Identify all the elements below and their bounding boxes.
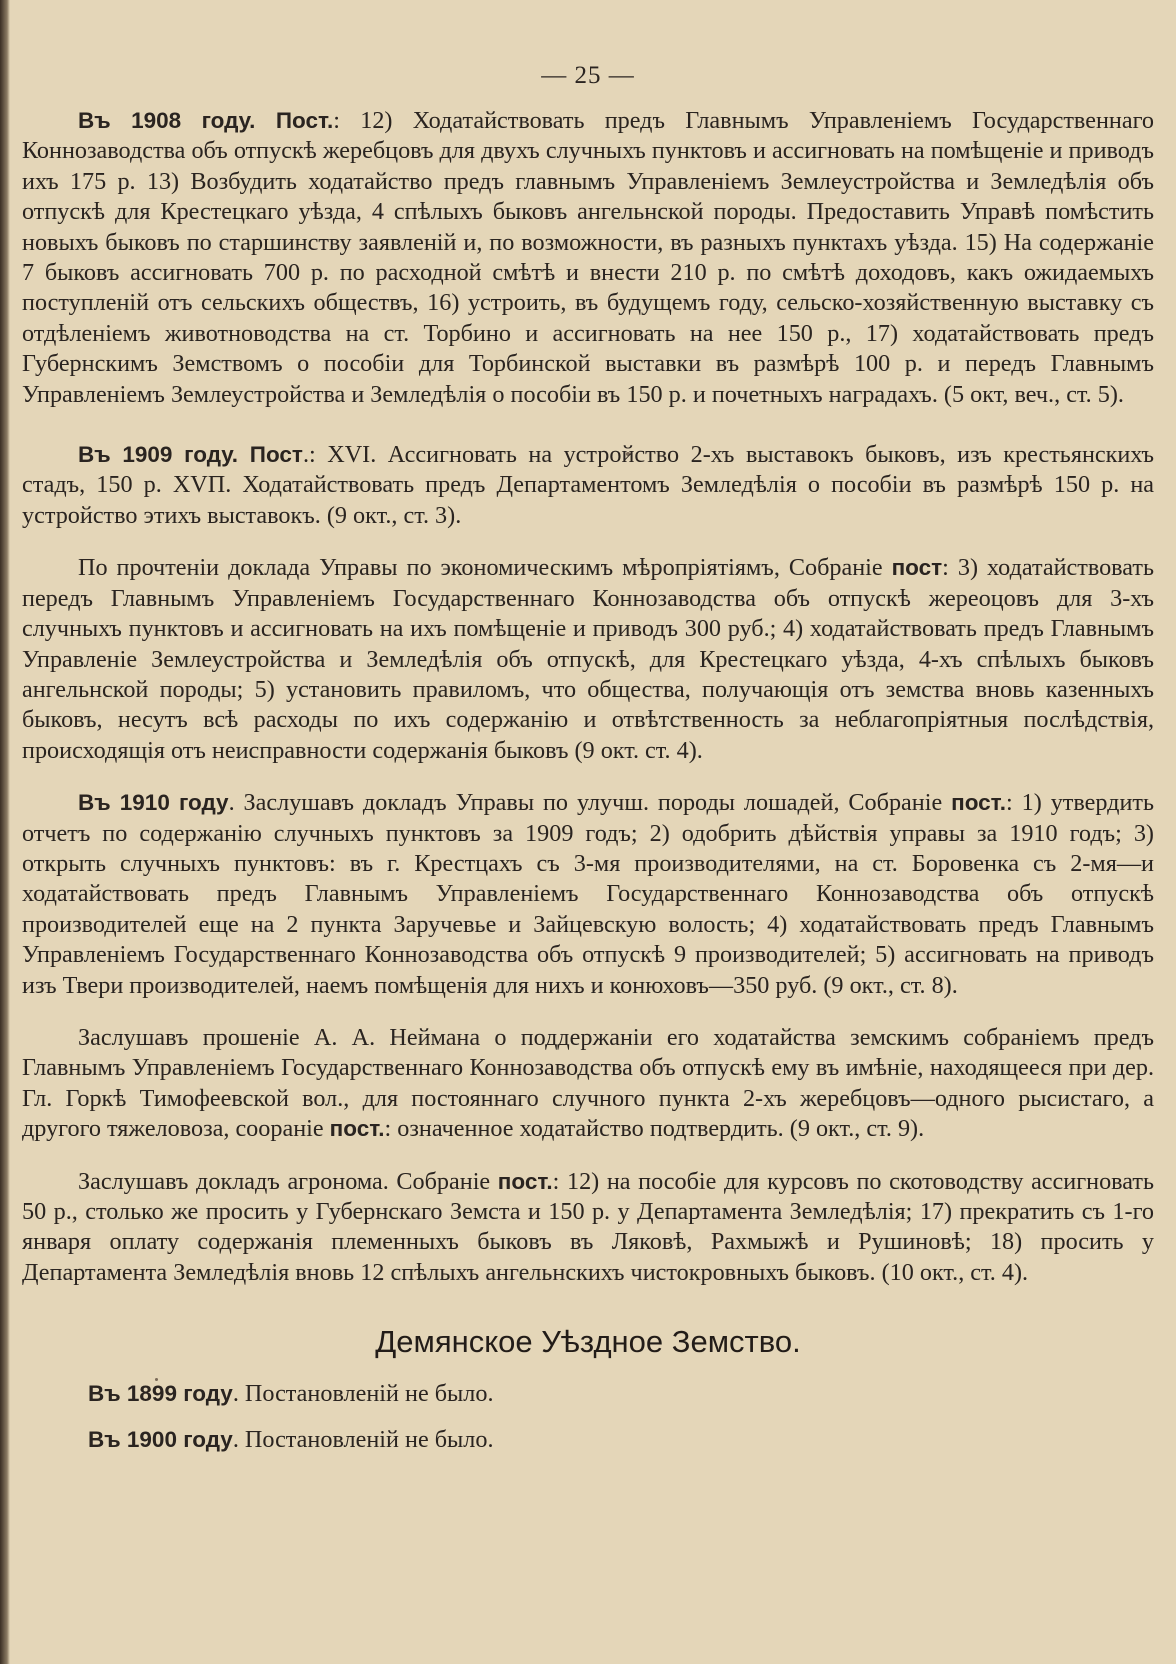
paragraph-1908 (22, 106, 1154, 410)
paragraph-text: По прочтеніи доклада Управы по экономическимъ мѣропріятіямъ, Собраніе (78, 554, 892, 582)
year-heading-1909: Въ 1909 году. Пост (78, 442, 303, 468)
resolution-marker: пост (891, 555, 943, 581)
document-body (22, 106, 1154, 1470)
paragraph-text: : 1) утвердить отчетъ по содержанію случныхъ пунктовъ за 1909 годъ; 2) одобрить дѣйствія управы за 1910 годъ; 3) открыть случныхъ пунктовъ: въ г. Крестцахъ съ 3-мя производителями, на ст. Боровенка съ 2-мя—и ходатайствовать предъ Главнымъ Управленіемъ Государственнаго Коннозаводства объ отпускѣ производителей еще на 2 пункта Заручевье и Зайцевскую волость; 4) ходатайствовать предъ Главнымъ Управленіемъ Государственнаго Коннозаводства объ отпускѣ 9 производителей; 5) ассигновать на приводъ изъ Твери производителей, наемъ помѣщенія для нихъ и конюховъ—350 руб. (9 окт., ст. 8). (22, 789, 1154, 999)
page-number: — 25 — (541, 62, 635, 89)
resolution-marker: пост. (497, 1168, 553, 1194)
entry-text: . Постановленій не было. (232, 1426, 494, 1454)
resolution-marker: пост. (329, 1116, 385, 1142)
paragraph-text: Заслушавъ прошеніе А. А. Неймана о поддержаніи его ходатайства земскимъ собраніемъ предъ Главнымъ Управленіемъ Государственнаго Коннозаводства объ отпускѣ ему въ имѣніе, находящееся при дер. Гл. Горкѣ Тимофеевской вол., для постояннаго случного пункта 2-хъ жеребцовъ—одного рысистаго, а другого тяжеловоза, соораніе (22, 1023, 1154, 1143)
resolution-marker: пост. (951, 790, 1006, 816)
entry-1899 (88, 1378, 1154, 1410)
paragraph-1910 (22, 788, 1154, 1001)
entry-text: . Постановленій не было. (232, 1380, 494, 1408)
paragraph-1909 (22, 440, 1154, 531)
paragraph-agronomist-report (22, 1167, 1154, 1289)
year-heading-1900: Въ 1900 году (88, 1427, 233, 1453)
paragraph-text: : 12) на пособіе для курсовъ по скотоводству ассигновать 50 р., столько же просить у Губернскаго Земста и 150 р. у Департамента Земледѣлія; 17) прекратить съ 1-го января оплату содержанія племенныхъ быковъ въ Ляковѣ, Рахмыжѣ и Рушиновѣ; 18) просить у Департамента Земледѣлія вновь 12 спѣлыхъ ангельнскихъ чистокровныхъ быковъ. (10 окт., ст. 4). (22, 1167, 1154, 1286)
paragraph-neiman-petition (22, 1023, 1154, 1145)
page-binding-edge (0, 0, 10, 1664)
entry-1900 (88, 1424, 1154, 1456)
paragraph-text: : 3) ходатайствовать передъ Главнымъ Управленіемъ Государственнаго Коннозаводства объ отпускѣ жереоцовъ для 3-хъ случныхъ пунктовъ и ассигновать на ихъ помѣщеніе и приводъ 300 руб.; 4) ходатайствовать предъ Главнымъ Управленіе Землеустройства и Земледѣлія объ отпускѣ, для Крестецкаго уѣзда, 4-хъ спѣлыхъ быковъ ангельнской породы; 5) установить правиломъ, что общества, получающія отъ земства вновь казенныхъ быковъ, несутъ всѣ расходы по ихъ содержанію и отвѣтственность за неблагопріятныя послѣдствія, происходящія отъ неисправности содержанія быковъ (9 окт. ст. 4). (22, 554, 1154, 764)
paragraph-text: . Заслушавъ докладъ Управы по улучш. породы лошадей, Собраніе (228, 789, 952, 817)
year-heading-1908: Въ 1908 году. Пост. (78, 108, 334, 133)
paragraph-text: .: XVI. Ассигновать на устройство 2-хъ выставокъ быковъ, изъ крестьянскихъ стадъ, 150 р. XVП. Ходатайствовать предъ Департаментомъ Земледѣлія о пособіи въ размѣрѣ 150 р. на устройство этихъ выставокъ. (9 окт., ст. 3). (22, 441, 1155, 529)
year-heading-1910: Въ 1910 году (78, 790, 229, 816)
paragraph-text: : 12) Ходатайствовать предъ Главнымъ Управленіемъ Государственнаго Коннозаводства объ отпускѣ жеребцовъ для двухъ случныхъ пунктовъ и ассигновать на помѣщеніе и приводъ ихъ 175 р. 13) Возбудить ходатайство предъ главнымъ Управленіемъ Землеустройства и Земледѣлія объ отпускѣ для Крестецкаго уѣзда, 4 спѣлыхъ быковъ ангельнской породы. Предоставить Управѣ помѣстить новыхъ быковъ по старшинству заявленій и, по возможности, въ разныхъ пунктахъ уѣзда. 15) На содержаніе 7 быковъ ассигновать 700 р. по расходной смѣтѣ и внести 210 р. по смѣтѣ доходовъ, какъ ожидаемыхъ поступленій отъ сельскихъ обществъ, 16) устроить, въ будущемъ году, сельско-хозяйственную выставку съ отдѣленіемъ животноводства на ст. Торбино и ассигновать на нее 150 р., 17) ходатайствовать предъ Губернскимъ Земствомъ о пособіи для Торбинской выставки въ размѣрѣ 100 р. и передъ Главнымъ Управленіемъ Землеустройства и Земледѣлія о пособіи въ 150 р. и почетныхъ наградахъ. (5 окт, веч., ст. 5). (22, 107, 1154, 408)
paragraph-text: : означенное ходатайство подтвердить. (9 окт., ст. 9). (384, 1115, 925, 1143)
section-title: Демянское Уѣздное Земство. (375, 1324, 801, 1360)
year-heading-1899: Въ 1899 году (88, 1381, 233, 1407)
paragraph-economic-measures (22, 553, 1154, 766)
paragraph-text: Заслушавъ докладъ агронома. Собраніе (78, 1167, 498, 1195)
